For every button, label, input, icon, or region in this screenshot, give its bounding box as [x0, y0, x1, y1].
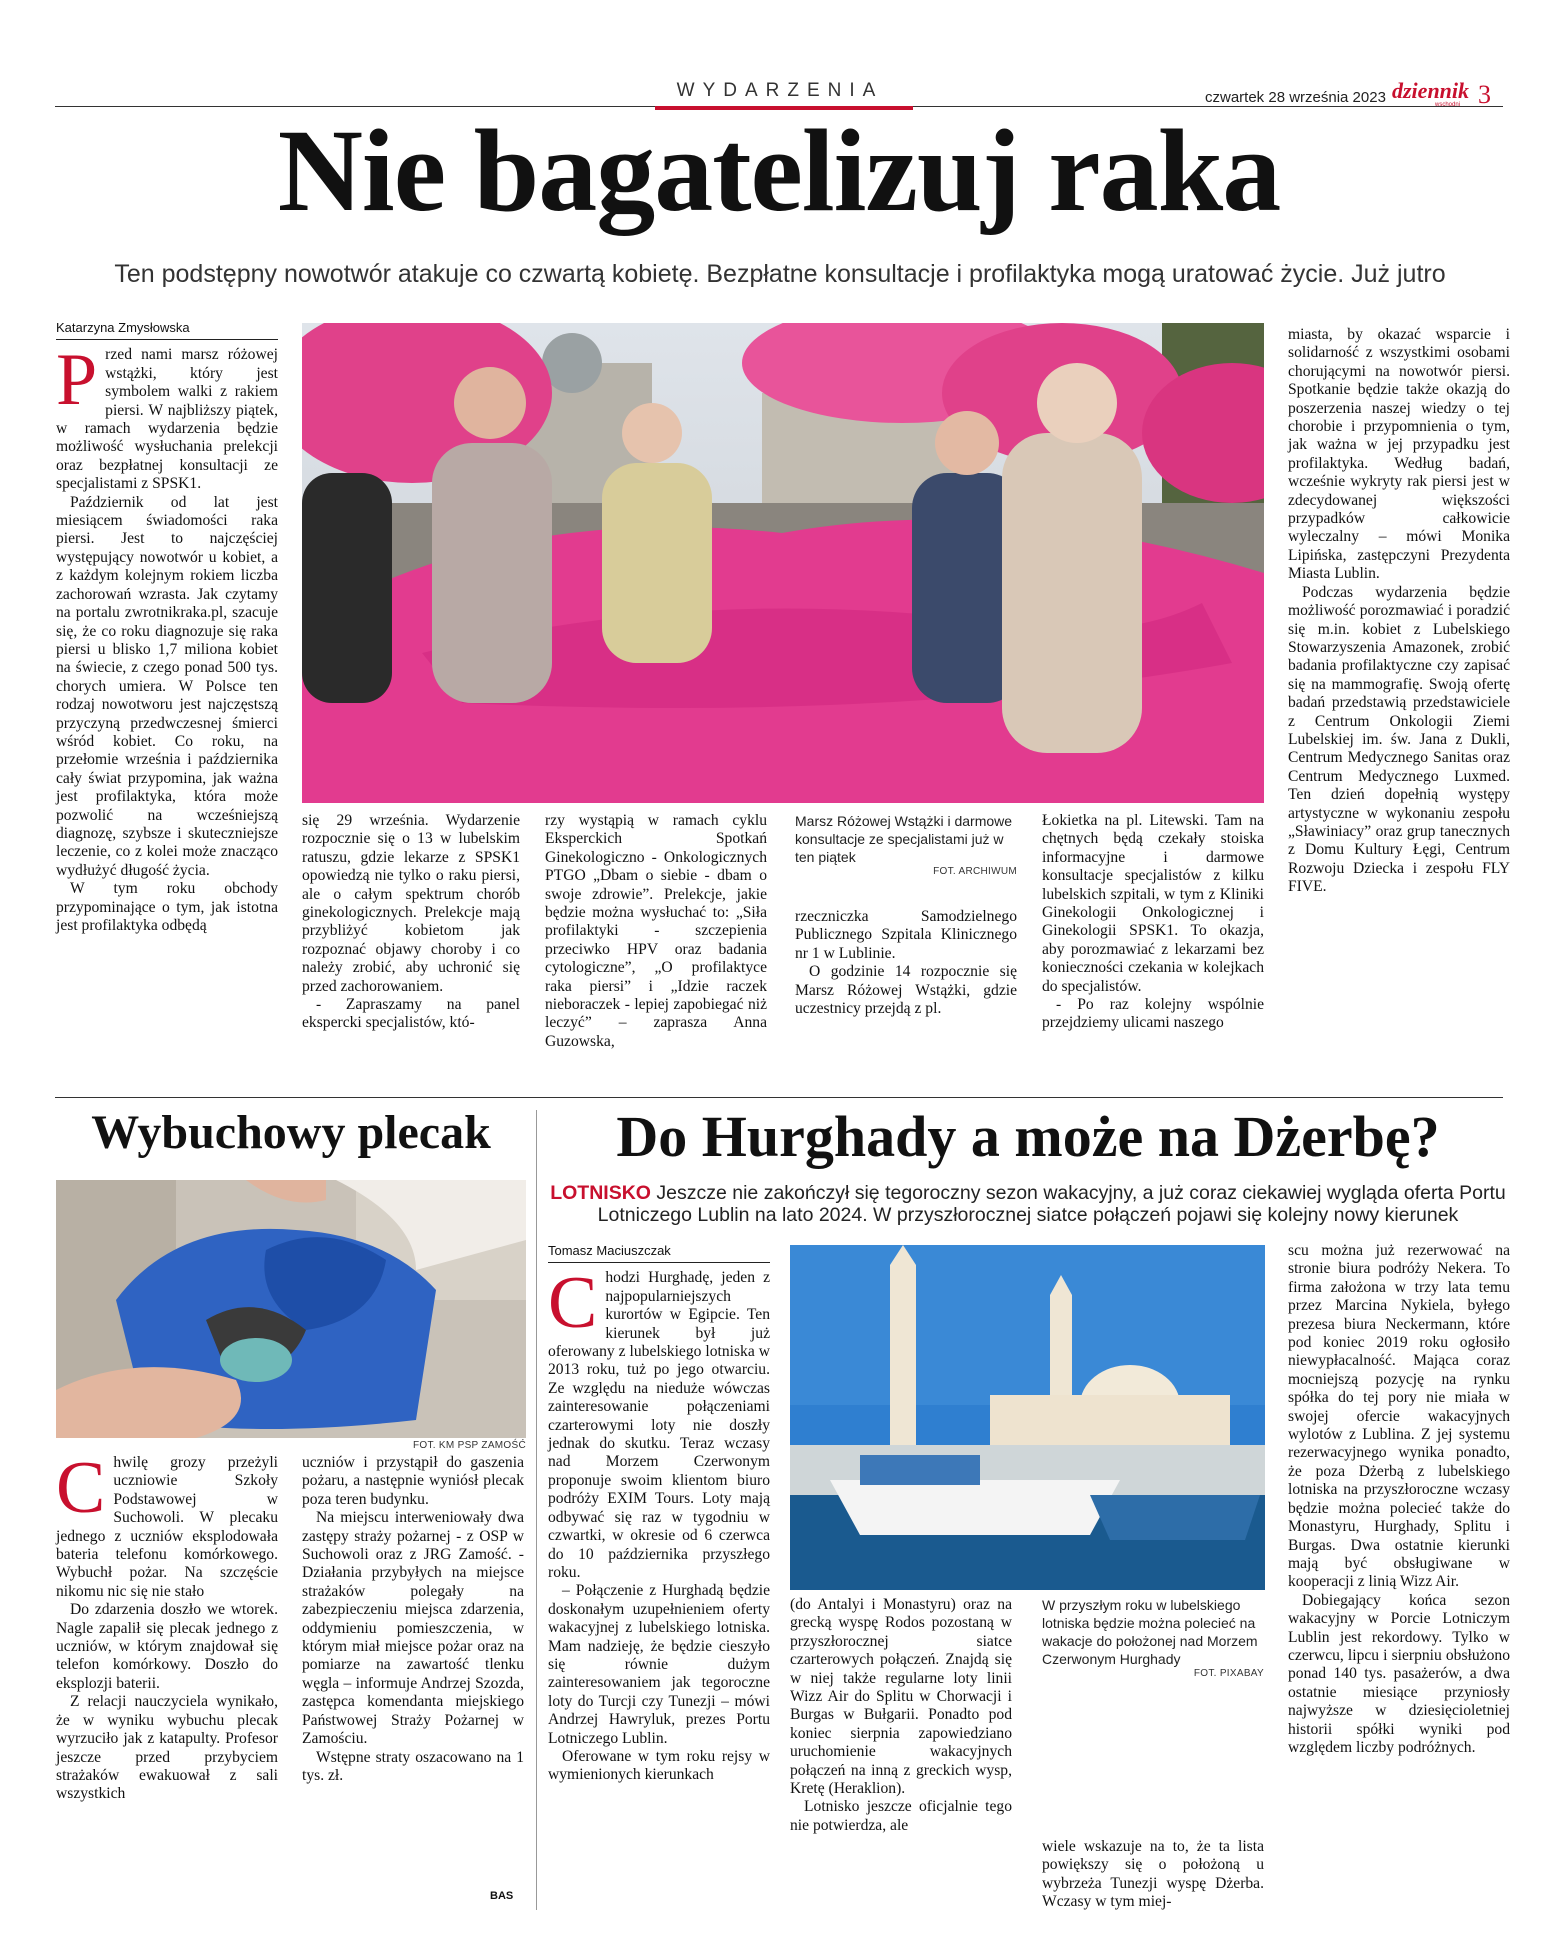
- paragraph: Oferowane w tym roku rejsy w wymienionych kierunkach: [548, 1747, 770, 1784]
- kicker: LOTNISKO: [550, 1182, 651, 1204]
- article2-column-2: [302, 1454, 524, 1785]
- issue-date: czwartek 28 września 2023: [1205, 89, 1386, 106]
- brand-logo: dziennik wschodni: [1392, 78, 1470, 108]
- dropcap: P: [56, 339, 98, 422]
- paragraph: O godzinie 14 rozpocznie się Marsz Różowej Wstążki, gdzie uczestnicy przejdą z pl.: [795, 963, 1017, 1018]
- column-divider: [536, 1110, 537, 1910]
- article3-column-3: [1042, 1838, 1264, 1912]
- paragraph: Dobiegający końca sezon wakacyjny w Porcie Lotniczym Lublin jest rekordowy. Tylko w czerwcu, lipcu i sierpniu obsłużono ponad 140 tys. pasażerów, a dwa ostatnie miesiące przyniosły najwyższe w dziesięcioletniej historii spółki wyniki pod względem liczby podróżnych.: [1288, 1591, 1510, 1756]
- paragraph: - Zapraszamy na panel ekspercki specjalistów, któ-: [302, 996, 520, 1032]
- paragraph: rzy wystąpią w ramach cyklu Eksperckich Spotkań Ginekologiczno - Onkologicznych PTGO „Dbam o siebie - dbam o swoje zdrowie”. Prelekcje, jakie będzie można wysłuchać to: „Siła profilaktyki - szczepienia przeciwko HPV oraz badania cytologiczne”, „O profilaktyce raka piersi” i „Idzie raczek nieboraczek - lepiej zapobiegać niż leczyć” – zaprasza Anna Guzowska,: [545, 812, 767, 1050]
- paragraph: – Połączenie z Hurghadą będzie doskonałym uzupełnieniem oferty wakacyjnej z lubelskiego lotniska. Mam nadzieję, że będzie cieszyło się równie dużym zainteresowaniem jak tegoroczne loty do Turcji czy Tunezji – mówi Andrzej Hawryluk, prezes Portu Lotniczego Lublin.: [548, 1582, 770, 1747]
- photo-credit: FOT. PIXABAY: [1193, 1668, 1264, 1679]
- photo-hurghada-mosque: [790, 1245, 1265, 1590]
- dropcap: C: [56, 1447, 106, 1529]
- article2-column-1: [56, 1447, 278, 1804]
- article1-column-3: [545, 812, 767, 1051]
- headline-article2: Wybuchowy plecak: [91, 1106, 491, 1159]
- paragraph: Na miejscu interweniowały dwa zastępy straży pożarnej - z OSP w Suchowoli oraz z JRG Zamość. - Działania przybyłych na miejsce strażaków polegały na zabezpieczeniu miejsca zdarzenia, oddymieniu pomieszczenia, w którym miał miejsce pożar oraz na pomiarze na zawartość tlenku węgla – informuje Andrzej Szozda, zastępca komendanta miejskiego Państwowej Straży Pożarnej w Zamościu.: [302, 1509, 524, 1748]
- article1-column-6: [1288, 326, 1510, 897]
- photo-credit: FOT. ARCHIWUM: [933, 866, 1017, 877]
- paragraph: rzed nami marsz różowej wstążki, który jest symbolem walki z rakiem piersi. W najbliższy piątek, w ramach wydarzenia będzie możliwość wysłuchania prelekcji oraz bezpłatnej konsultacji ze specjalistami z SPSK1.: [56, 346, 278, 493]
- paragraph: się 29 września. Wydarzenie rozpocznie się o 13 w lubelskim ratuszu, gdzie lekarze z SPSK1 opowiedzą nie tylko o raku piersi, ale o całym spektrum chorób ginekologicznych. Prelekcje mają przybliżyć kobietom jak rozpoznać objawy choroby i co należy zrobić, aby uchronić się przed zachorowaniem.: [302, 812, 520, 995]
- paragraph: uczniów i przystąpił do gaszenia pożaru, a następnie wyniósł plecak poza teren budynku.: [302, 1454, 524, 1508]
- dropcap: C: [548, 1262, 598, 1345]
- paragraph: W tym roku obchody przypominające o tym, jak istotna jest profilaktyka odbędą: [56, 880, 278, 934]
- lead-article3: LOTNISKO Jeszcze nie zakończył się tegoroczny sezon wakacyjny, a już coraz ciekawiej wygląda oferta Portu Lotniczego Lublin na lato 2024. W przyszłorocznej siatce połączeń pojawi się kolejny nowy kierunek: [550, 1182, 1506, 1226]
- paragraph: Październik od lat jest miesiącem świadomości raka piersi. Jest to najczęściej występujący nowotwór u kobiet, a z każdym kolejnym rokiem liczba zachorowań wzrasta. Jak czytamy na portalu zwrotnikraka.pl, szacuje się, że co roku diagnozuje się raka piersi u blisko 1,7 miliona kobiet na świecie, z czego ponad 500 tys. chorych umiera. W Polsce ten rodzaj nowotworu jest najczęstszą przyczyną przedwczesnej śmierci wśród kobiet. Co roku, na przełomie września i października cały świat przypomina, jak ważna jest profilaktyka, która może pozwolić na wcześniejszą diagnozę, szybsze i skuteczniejsze leczenie, co z kolei może znacząco wydłużyć długość życia.: [56, 493, 278, 879]
- paragraph: miasta, by okazać wsparcie i solidarność z wszystkimi osobami chorującymi na nowotwór piersi. Spotkanie będzie także okazją do poszerzenia naszej wiedzy o tej chorobie i przypomnienia o tym, jak ważna w jej przypadku jest profilaktyka. Według badań, wcześnie wykryty rak piersi jest w zdecydowanej większości przypadków całkowicie wyleczalny – mówi Monika Lipińska, zastępczyni Prezydenta Miasta Lublin.: [1288, 326, 1510, 583]
- lead-article1: Ten podstępny nowotwór atakuje co czwartą kobietę. Bezpłatne konsultacje i profilaktyka mogą uratować życie. Już jutro: [114, 260, 1446, 288]
- paragraph: - Po raz kolejny wspólnie przejdziemy ulicami naszego: [1042, 996, 1264, 1032]
- byline-article3: Tomasz Maciuszczak: [548, 1242, 770, 1263]
- paragraph: Łokietka na pl. Litewski. Tam na chętnych będą czekały stoiska informacyjne i darmowe konsultacje specjalistów z kilku lubelskich szpitali, w tym z Kliniki Ginekologii Onkologicznej i Ginekologii SPSK1. To okazja, aby porozmawiać z lekarzami bez konieczności czekania w kolejkach do specjalistów.: [1042, 812, 1264, 995]
- article1-column-2: [302, 812, 520, 1033]
- page-number: 3: [1478, 80, 1491, 109]
- paragraph: wiele wskazuje na to, że ta lista powiększy się o położoną u wybrzeża Tunezji wyspę Dżerba. Wczasy w tym miej-: [1042, 1838, 1264, 1911]
- photo-caption-article3: W przyszłym roku w lubelskiego lotniska będzie można polecieć na wakacje do położonej nad Morzem Czerwonym Hurghady FOT. PIXABAY: [1042, 1597, 1264, 1679]
- paragraph: rzeczniczka Samodzielnego Publicznego Szpitala Klinicznego nr 1 w Lublinie.: [795, 908, 1017, 962]
- article3-column-4: [1288, 1242, 1510, 1757]
- paragraph: (do Antalyi i Monastyru) oraz na grecką wyspę Rodos pozostaną w przyszłorocznej siatce czarterowych połączeń. Znajdą się w niej także regularne loty linii Wizz Air do Splitu w Chorwacji i Burgas w Bułgarii. Ponadto pod koniec sierpnia zapowiedziano uruchomienie wakacyjnych połączeń na inną z greckich wysp, Kretę (Heraklion).: [790, 1596, 1012, 1798]
- byline-article1: Katarzyna Zmysłowska: [56, 319, 278, 340]
- paragraph: Lotnisko jeszcze oficjalnie tego nie potwierdza, ale: [790, 1798, 1012, 1834]
- paragraph: hodzi Hurghadę, jeden z najpopularniejszych kurortów w Egipcie. Ten kierunek był już oferowany z lubelskiego lotniska w 2013 roku, tuż po jego otwarciu. Ze względu na nieduże wówczas zainteresowanie połączeniami czarterowymi loty nie doszły jednak do skutku. Teraz wczasy nad Morzem Czerwonym proponuje swoim klientom biuro podróży EXIM Tours. Loty mają odbywać się raz w tygodniu w czwartki, w okresie od 6 czerwca do 10 października przyszłego roku.: [548, 1269, 770, 1581]
- photo-burnt-backpack: [56, 1180, 526, 1438]
- article1-column-4: [795, 908, 1017, 1018]
- article1-column-1: [56, 319, 278, 935]
- article3-column-2: [790, 1596, 1012, 1835]
- paragraph: Z relacji nauczyciela wynikało, że w wyniku wybuchu plecak wyrzuciło jak z katapulty. Profesor jeszcze przed przybyciem strażaków ewakuował z sali wszystkich: [56, 1693, 278, 1803]
- headline-article1: Nie bagatelizuj raka: [277, 105, 1281, 236]
- article1-column-5: [1042, 812, 1264, 1033]
- author-signature: BAS: [490, 1890, 514, 1902]
- paragraph: Wstępne straty oszacowano na 1 tys. zł.: [302, 1748, 524, 1784]
- section-label: WYDARZENIA: [676, 80, 884, 101]
- headline-article3: Do Hurghady a może na Dżerbę?: [616, 1104, 1440, 1169]
- paragraph: hwilę grozy przeżyli uczniowie Szkoły Podstawowej w Suchowoli. W plecaku jednego z uczniów eksplodowała bateria telefonu komórkowego. Wybuchł pożar. Na szczęście nikomu nic się nie stało: [56, 1454, 278, 1600]
- photo-caption-article1: Marsz Różowej Wstążki i darmowe konsultacje ze specjalistami już w ten piątek FOT. ARCHIWUM: [795, 813, 1017, 877]
- paragraph: Podczas wydarzenia będzie możliwość porozmawiać i poradzić się m.in. kobiet z Lubelskiego Stowarzyszenia Amazonek, zrobić badania profilaktyczne czy zapisać się na mammografię. Swoją ofertę badań przedstawią przedstawiciele z Centrum Onkologii Ziemi Lubelskiej im. św. Jana z Dukli, Centrum Medycznego Sanitas oraz Centrum Medycznego Luxmed. Ten dzień dopełnią występy artystyczne w wykonaniu zespołu „Sławiniacy” oraz grup tanecznych z Domu Kultury Łęgi, Centrum Rozwoju Dziecka i zespołu FLY FIVE.: [1288, 583, 1510, 896]
- photo-pink-ribbon-march: [302, 323, 1264, 803]
- paragraph: scu można już rezerwować na stronie biura podróży Nekera. To firma założona w trzy lata temu przez Marcina Nykiela, byłego prezesa biura Neckermann, które pod koniec 2019 roku ogłosiło niewypłacalność. Mająca coraz mocniejszą pozycję na rynku spółka do tej pory nie miała w swojej ofercie wakacyjnych wylotów z Lublina. Z jej systemu rezerwacyjnego wynika ponadto, że poza Dżerbą z lubelskiego lotniska na przyszłoroczne wczasy będzie można polecieć także do Monastyru, Hurghady, Splitu i Burgas. Dwa ostatnie kierunki mają być obsługiwane w kooperacji z linią Wizz Air.: [1288, 1242, 1510, 1591]
- paragraph: Do zdarzenia doszło we wtorek. Nagle zapalił się plecak jednego z uczniów, w którym znajdował się telefon komórkowy. Doszło do eksplozji baterii.: [56, 1601, 278, 1692]
- article3-column-1: [548, 1242, 770, 1785]
- photo-credit-article2: FOT. KM PSP ZAMOŚĆ: [412, 1440, 526, 1451]
